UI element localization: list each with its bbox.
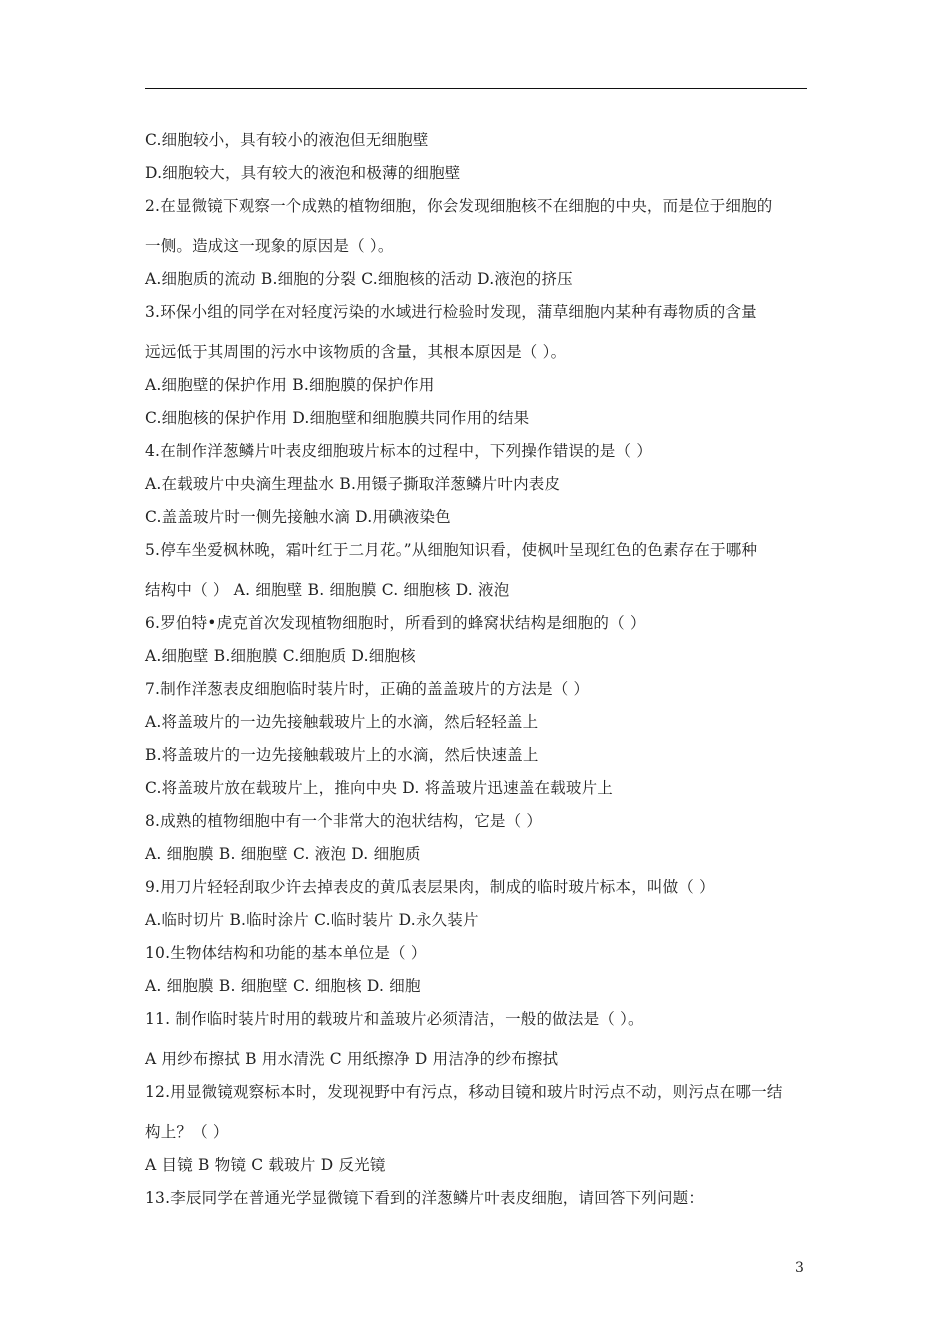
question-12: 12.用显微镜观察标本时，发现视野中有污点，移动目镜和玻片时污点不动，则污点在哪一结 xyxy=(145,1083,783,1101)
text-line: 远远低于其周围的污水中该物质的含量，其根本原因是（ ）。 xyxy=(145,343,567,361)
answer-options: A.在载玻片中央滴生理盐水 B.用镊子撕取洋葱鳞片叶内表皮 xyxy=(145,475,561,493)
answer-options: C.盖盖玻片时一侧先接触水滴 D.用碘液染色 xyxy=(145,508,451,526)
question-9: 9.用刀片轻轻刮取少许去掉表皮的黄瓜表层果肉，制成的临时玻片标本，叫做（ ） xyxy=(145,878,715,896)
page-body xyxy=(145,124,810,1215)
answer-options: A. 细胞膜 B. 细胞壁 C. 细胞核 D. 细胞 xyxy=(145,977,421,995)
answer-options: A.细胞壁的保护作用 B.细胞膜的保护作用 xyxy=(145,376,435,394)
question-10: 10.生物体结构和功能的基本单位是（ ） xyxy=(145,944,427,962)
text-line: 一侧。造成这一现象的原因是（ ）。 xyxy=(145,237,394,255)
answer-options: A.细胞壁 B.细胞膜 C.细胞质 D.细胞核 xyxy=(145,647,416,665)
answer-options: A.细胞质的流动 B.细胞的分裂 C.细胞核的活动 D.液泡的挤压 xyxy=(145,270,573,288)
answer-options: A.将盖玻片的一边先接触载玻片上的水滴，然后轻轻盖上 xyxy=(145,713,539,731)
question-7: 7.制作洋葱表皮细胞临时装片时，正确的盖盖玻片的方法是（ ） xyxy=(145,680,590,698)
page-number: 3 xyxy=(795,1260,804,1276)
question-2: 2.在显微镜下观察一个成熟的植物细胞，你会发现细胞核不在细胞的中央，而是位于细胞的 xyxy=(145,197,773,215)
answer-options: A.临时切片 B.临时涂片 C.临时装片 D.永久装片 xyxy=(145,911,479,929)
answer-options: A 目镜 B 物镜 C 载玻片 D 反光镜 xyxy=(145,1156,386,1174)
text-line: D.细胞较大，具有较大的液泡和极薄的细胞壁 xyxy=(145,164,461,182)
header-rule xyxy=(145,88,807,89)
question-11: 11. 制作临时装片时用的载玻片和盖玻片必须清洁，一般的做法是（ ）。 xyxy=(145,1010,644,1028)
answer-options: C.细胞核的保护作用 D.细胞壁和细胞膜共同作用的结果 xyxy=(145,409,530,427)
question-8: 8.成熟的植物细胞中有一个非常大的泡状结构，它是（ ） xyxy=(145,812,543,830)
answer-options: A. 细胞膜 B. 细胞壁 C. 液泡 D. 细胞质 xyxy=(145,845,421,863)
question-13: 13.李辰同学在普通光学显微镜下看到的洋葱鳞片叶表皮细胞，请回答下列问题： xyxy=(145,1189,705,1207)
question-5: 5.停车坐爱枫林晚，霜叶红于二月花。”从细胞知识看，使枫叶呈现红色的色素存在于哪种 xyxy=(145,541,758,559)
answer-options: C.将盖玻片放在载玻片上，推向中央 D. 将盖玻片迅速盖在载玻片上 xyxy=(145,779,613,797)
question-3: 3.环保小组的同学在对轻度污染的水域进行检验时发现，蒲草细胞内某种有毒物质的含量 xyxy=(145,303,757,321)
text-line: 结构中（ ） A. 细胞壁 B. 细胞膜 C. 细胞核 D. 液泡 xyxy=(145,581,510,599)
question-4: 4.在制作洋葱鳞片叶表皮细胞玻片标本的过程中，下列操作错误的是（ ） xyxy=(145,442,653,460)
answer-options: B.将盖玻片的一边先接触载玻片上的水滴，然后快速盖上 xyxy=(145,746,539,764)
text-line: C.细胞较小，具有较小的液泡但无细胞壁 xyxy=(145,131,429,149)
answer-options: A 用纱布擦拭 B 用水清洗 C 用纸擦净 D 用洁净的纱布擦拭 xyxy=(145,1050,559,1068)
question-6: 6.罗伯特•虎克首次发现植物细胞时，所看到的蜂窝状结构是细胞的（ ） xyxy=(145,614,646,632)
text-line: 构上？（ ） xyxy=(145,1123,229,1141)
